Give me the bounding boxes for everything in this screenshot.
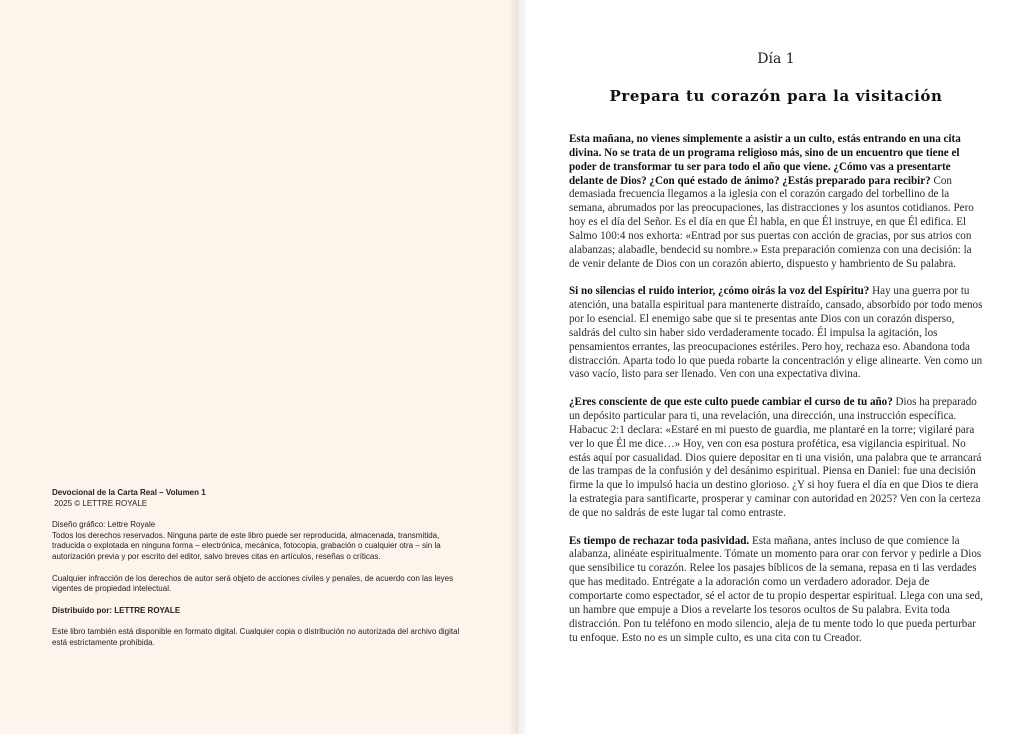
devotional-body [569, 133, 983, 659]
paragraph-lead: Si no silencias el ruido interior, ¿cómo oirás la voz del Espíritu? [569, 285, 870, 298]
paragraph-text: Hay una guerra por tu atención, una batalla espiritual para mantenerte distraído, cansado, absorbido por todo menos por lo esencial. El enemigo sabe que si te presentas ante Dios con un corazón disperso, saldrás del culto sin haber sido verdaderamente tocado. Él impulsa la agitación, los pensamientos errantes, las preocupaciones estériles. Pero hoy, rechaza eso. Abandona toda distracción. Aparta todo lo que pueda robarte la concentración y elige alinearte. Ven como un vaso vacío, listo para ser llenado. Ven con una expectativa divina. [569, 285, 983, 381]
distributor-line: Distribuido por: LETTRE ROYALE [52, 605, 181, 615]
paragraph-lead: ¿Eres consciente de que este culto puede cambiar el curso de tu año? [569, 396, 893, 409]
copyright-line: 2025 © LETTRE ROYALE [54, 498, 148, 508]
digital-notice: Este libro también está disponible en formato digital. Cualquier copia o distribución no autorizada del archivo digital está estrictamente prohibida. [52, 627, 460, 647]
paragraph [569, 396, 983, 521]
page-title: Prepara tu corazón para la visitación [609, 87, 943, 105]
book-spine-shadow [508, 0, 526, 734]
infringement-notice: Cualquier infracción de los derechos de autor será objeto de acciones civiles y penales, de acuerdo con las leyes vigentes de propiedad intelectual. [52, 573, 454, 594]
rights-notice: Todos los derechos reservados. Ninguna parte de este libro puede ser reproducida, almacenada, transmitida, traducida o explotada en ninguna forma – electrónica, mecánica, fotocopia, grabación o cualquier otra – sin la autorización previa y por escrito del editor, salvo breves citas en artículos, reseñas o críticas. [52, 530, 441, 561]
paragraph [569, 133, 983, 271]
paragraph-lead: Es tiempo de rechazar toda pasividad. [569, 534, 750, 547]
colophon [52, 488, 472, 649]
paragraph [569, 535, 983, 646]
book-title: Devocional de la Carta Real – Volumen 1 [52, 488, 206, 497]
design-credit: Diseño gráfico: Lettre Royale [52, 520, 156, 530]
day-label: Día 1 [757, 51, 795, 67]
paragraph [569, 285, 983, 382]
paragraph-text: Esta mañana, antes incluso de que comience la alabanza, alinéate espiritualmente. Tómate un momento para orar con fervor y pedirle a Dios que sensibilice tu corazón. Relee los pasajes bíblicos de la semana, repasa en ti las verdades que has meditado. Entrégate a la adoración como un verdadero adorador. Deja de comportarte como espectador, sé el actor de tu propio despertar espiritual. Llega con una sed, un hambre que empuje a Dios a revelarte los tesoros ocultos de Su palabra. Evita toda distracción. Pon tu teléfono en modo silencio, aleja de tu mente todo lo que pueda perturbar tu enfoque. Esto no es un simple culto, es una cita con tu Creador. [569, 534, 983, 644]
paragraph-text: Con demasiada frecuencia llegamos a la iglesia con el corazón cargado del torbellino de la semana, abrumados por las preocupaciones, las distracciones y los asuntos cotidianos. Pero hoy es el día del Señor. Es el día en que Él habla, en que Él instruye, en que Él edifica. El Salmo 100:4 nos exhorta: «Entrad por sus puertas con acción de gracias, por sus atrios con alabanzas; alabadle, bendecid su nombre.» Esta preparación comienza con una decisión: la de venir delante de Dios con un corazón abierto, dispuesto y hambriento de Su palabra. [569, 174, 974, 270]
paragraph-text: Dios ha preparado un depósito particular para ti, una revelación, una dirección, una instrucción específica. Habacuc 2:1 declara: «Estaré en mi puesto de guardia, me plantaré en la torre; vigilaré para ver lo que Él me dice…» Hoy, ven con esa postura profética, esa vigilancia espiritual. No estás aquí por casualidad. Dios quiere depositar en ti una visión, una palabra que te arrancará de las trampas de la confusión y del desánimo espiritual. Piensa en Daniel: fue una decisión firme la que lo impulsó hacia un destino glorioso. ¿Y si hoy fuera el día en que Dios te diera la estrategia para santificarte, prosperar y caminar con autoridad en 2025? Ven con la certeza de que no saldrás de este lugar tal como entraste. [569, 396, 982, 519]
paragraph-lead: Esta mañana, no vienes simplemente a asistir a un culto, estás entrando en una cita divina. No se trata de un programa religioso más, sino de un encuentro que tiene el poder de transformar tu ser para todo el año que viene. ¿Cómo vas a presentarte delante de Dios? ¿Con qué estado de ánimo? ¿Estás preparado para recibir? [569, 133, 961, 187]
right-page [518, 0, 1034, 734]
